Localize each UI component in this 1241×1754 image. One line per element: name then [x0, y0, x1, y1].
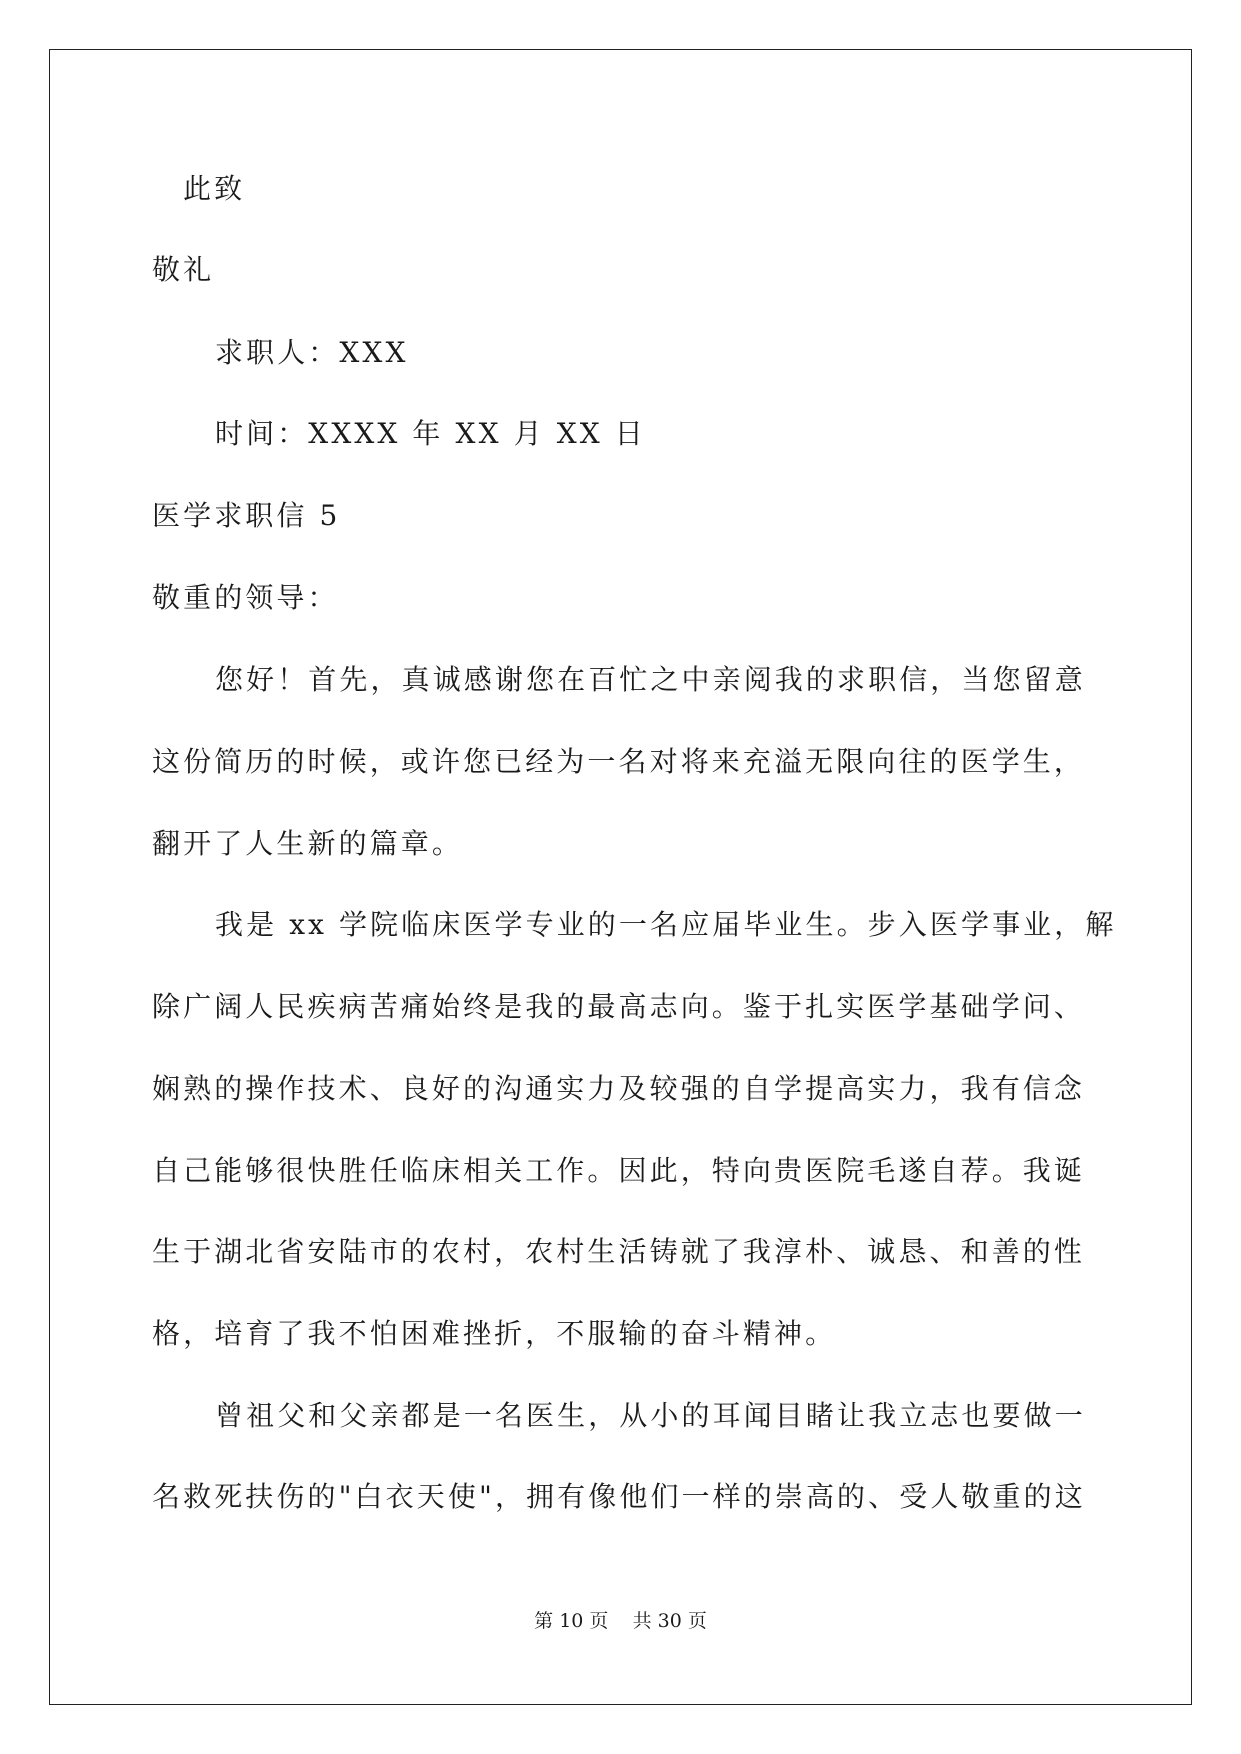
paragraph-line: 我是 xx 学院临床医学专业的一名应届毕业生。步入医学事业，解: [215, 908, 1117, 941]
page-number-footer: 第 10 页 共 30 页: [534, 1610, 707, 1632]
applicant-signature: 求职人：XXX: [215, 336, 409, 369]
paragraph-line: 曾祖父和父亲都是一名医生，从小的耳闻目睹让我立志也要做一: [215, 1399, 1086, 1432]
paragraph-line: 翻开了人生新的篇章。: [152, 827, 464, 860]
paragraph-line: 您好！首先，真诚感谢您在百忙之中亲阅我的求职信，当您留意: [215, 663, 1086, 696]
letter-title: 医学求职信 5: [152, 499, 341, 532]
closing-salutation: 此致: [183, 172, 246, 205]
paragraph-line: 这份简历的时候，或许您已经为一名对将来充溢无限向往的医学生，: [152, 745, 1086, 778]
paragraph-line: 名救死扶伤的"白衣天使"，拥有像他们一样的崇高的、受人敬重的这: [152, 1480, 1086, 1513]
paragraph-line: 自己能够很快胜任临床相关工作。因此，特向贵医院毛遂自荐。我诞: [152, 1154, 1086, 1187]
closing-regards: 敬礼: [152, 253, 215, 286]
paragraph-line: 除广阔人民疾病苦痛始终是我的最高志向。鉴于扎实医学基础学问、: [152, 990, 1086, 1023]
paragraph-line: 娴熟的操作技术、良好的沟通实力及较强的自学提高实力，我有信念: [152, 1072, 1086, 1105]
page-border: [49, 49, 1192, 1705]
paragraph-line: 生于湖北省安陆市的农村，农村生活铸就了我淳朴、诚恳、和善的性: [152, 1235, 1086, 1268]
paragraph-line: 格，培育了我不怕困难挫折，不服输的奋斗精神。: [152, 1317, 837, 1350]
letter-greeting: 敬重的领导：: [152, 581, 339, 614]
letter-date: 时间：XXXX 年 XX 月 XX 日: [215, 417, 646, 450]
